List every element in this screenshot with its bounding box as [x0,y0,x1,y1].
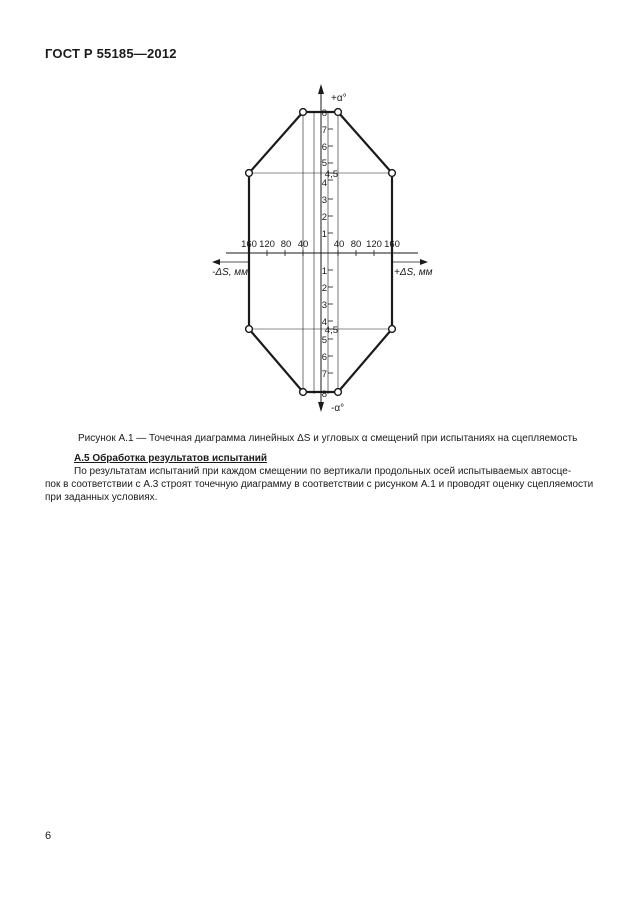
page-number: 6 [45,830,52,842]
y-tick-label: 4 [321,178,327,189]
paragraph-line: пок в соответствии с А.3 строят точечную диаграмму в соответствии с рисунком А.1 и проводят оценку сцепляемости [45,479,594,490]
paragraph-line: при заданных условиях. [45,492,158,503]
plus-ds-label: +ΔS, мм [394,267,433,278]
y-tick-label: 4,5 [324,169,338,180]
y-tick-label: 3 [321,300,327,311]
displacement-diagram [0,0,630,430]
x-tick-label: 160 [241,239,257,250]
minus-ds-arrowhead [212,259,220,265]
y-tick-label: 4 [321,317,327,328]
data-point [335,109,342,116]
data-point [389,170,396,177]
minus-alpha-label: -α° [331,403,345,414]
x-tick-label: 40 [333,239,345,250]
data-point [246,170,253,177]
data-point [335,389,342,396]
document-header: ГОСТ Р 55185—2012 [45,46,177,61]
paragraph-line: По результатам испытаний при каждом смещении по вертикали продольных осей испытываемых автосце- [74,466,572,477]
x-tick-label: 160 [384,239,400,250]
y-tick-label: 8 [321,389,327,400]
y-tick-label: 5 [321,335,327,346]
x-tick-label: 40 [297,239,309,250]
y-tick-label: 7 [321,369,327,380]
y-tick-label: 6 [321,142,327,153]
data-point [246,326,253,333]
x-tick-label: 80 [350,239,362,250]
plus-alpha-label: +α° [331,93,347,104]
down-arrowhead [318,402,324,412]
x-tick-label: 120 [366,239,382,250]
y-tick-label: 1 [321,266,327,277]
y-tick-label: 3 [321,195,327,206]
data-point [300,109,307,116]
y-tick-label: 7 [321,125,327,136]
y-tick-label: 5 [321,158,327,169]
x-tick-label: 120 [259,239,275,250]
y-tick-label: 2 [321,212,327,223]
y-tick-label: 6 [321,352,327,363]
y-tick-label: 2 [321,283,327,294]
up-arrowhead [318,84,324,94]
data-point [300,389,307,396]
section-title: А.5 Обработка результатов испытаний [74,453,268,464]
x-tick-label: 80 [280,239,292,250]
minus-ds-label: -ΔS, мм [212,267,248,278]
y-tick-label: 8 [321,108,327,119]
y-tick-label: 4,5 [324,325,338,336]
figure-caption: Рисунок А.1 — Точечная диаграмма линейных ΔS и угловых α смещений при испытаниях на сцепляемость [78,433,578,444]
data-point [389,326,396,333]
y-tick-label: 1 [321,229,327,240]
plus-ds-arrowhead [420,259,428,265]
section-paragraph [45,465,594,504]
